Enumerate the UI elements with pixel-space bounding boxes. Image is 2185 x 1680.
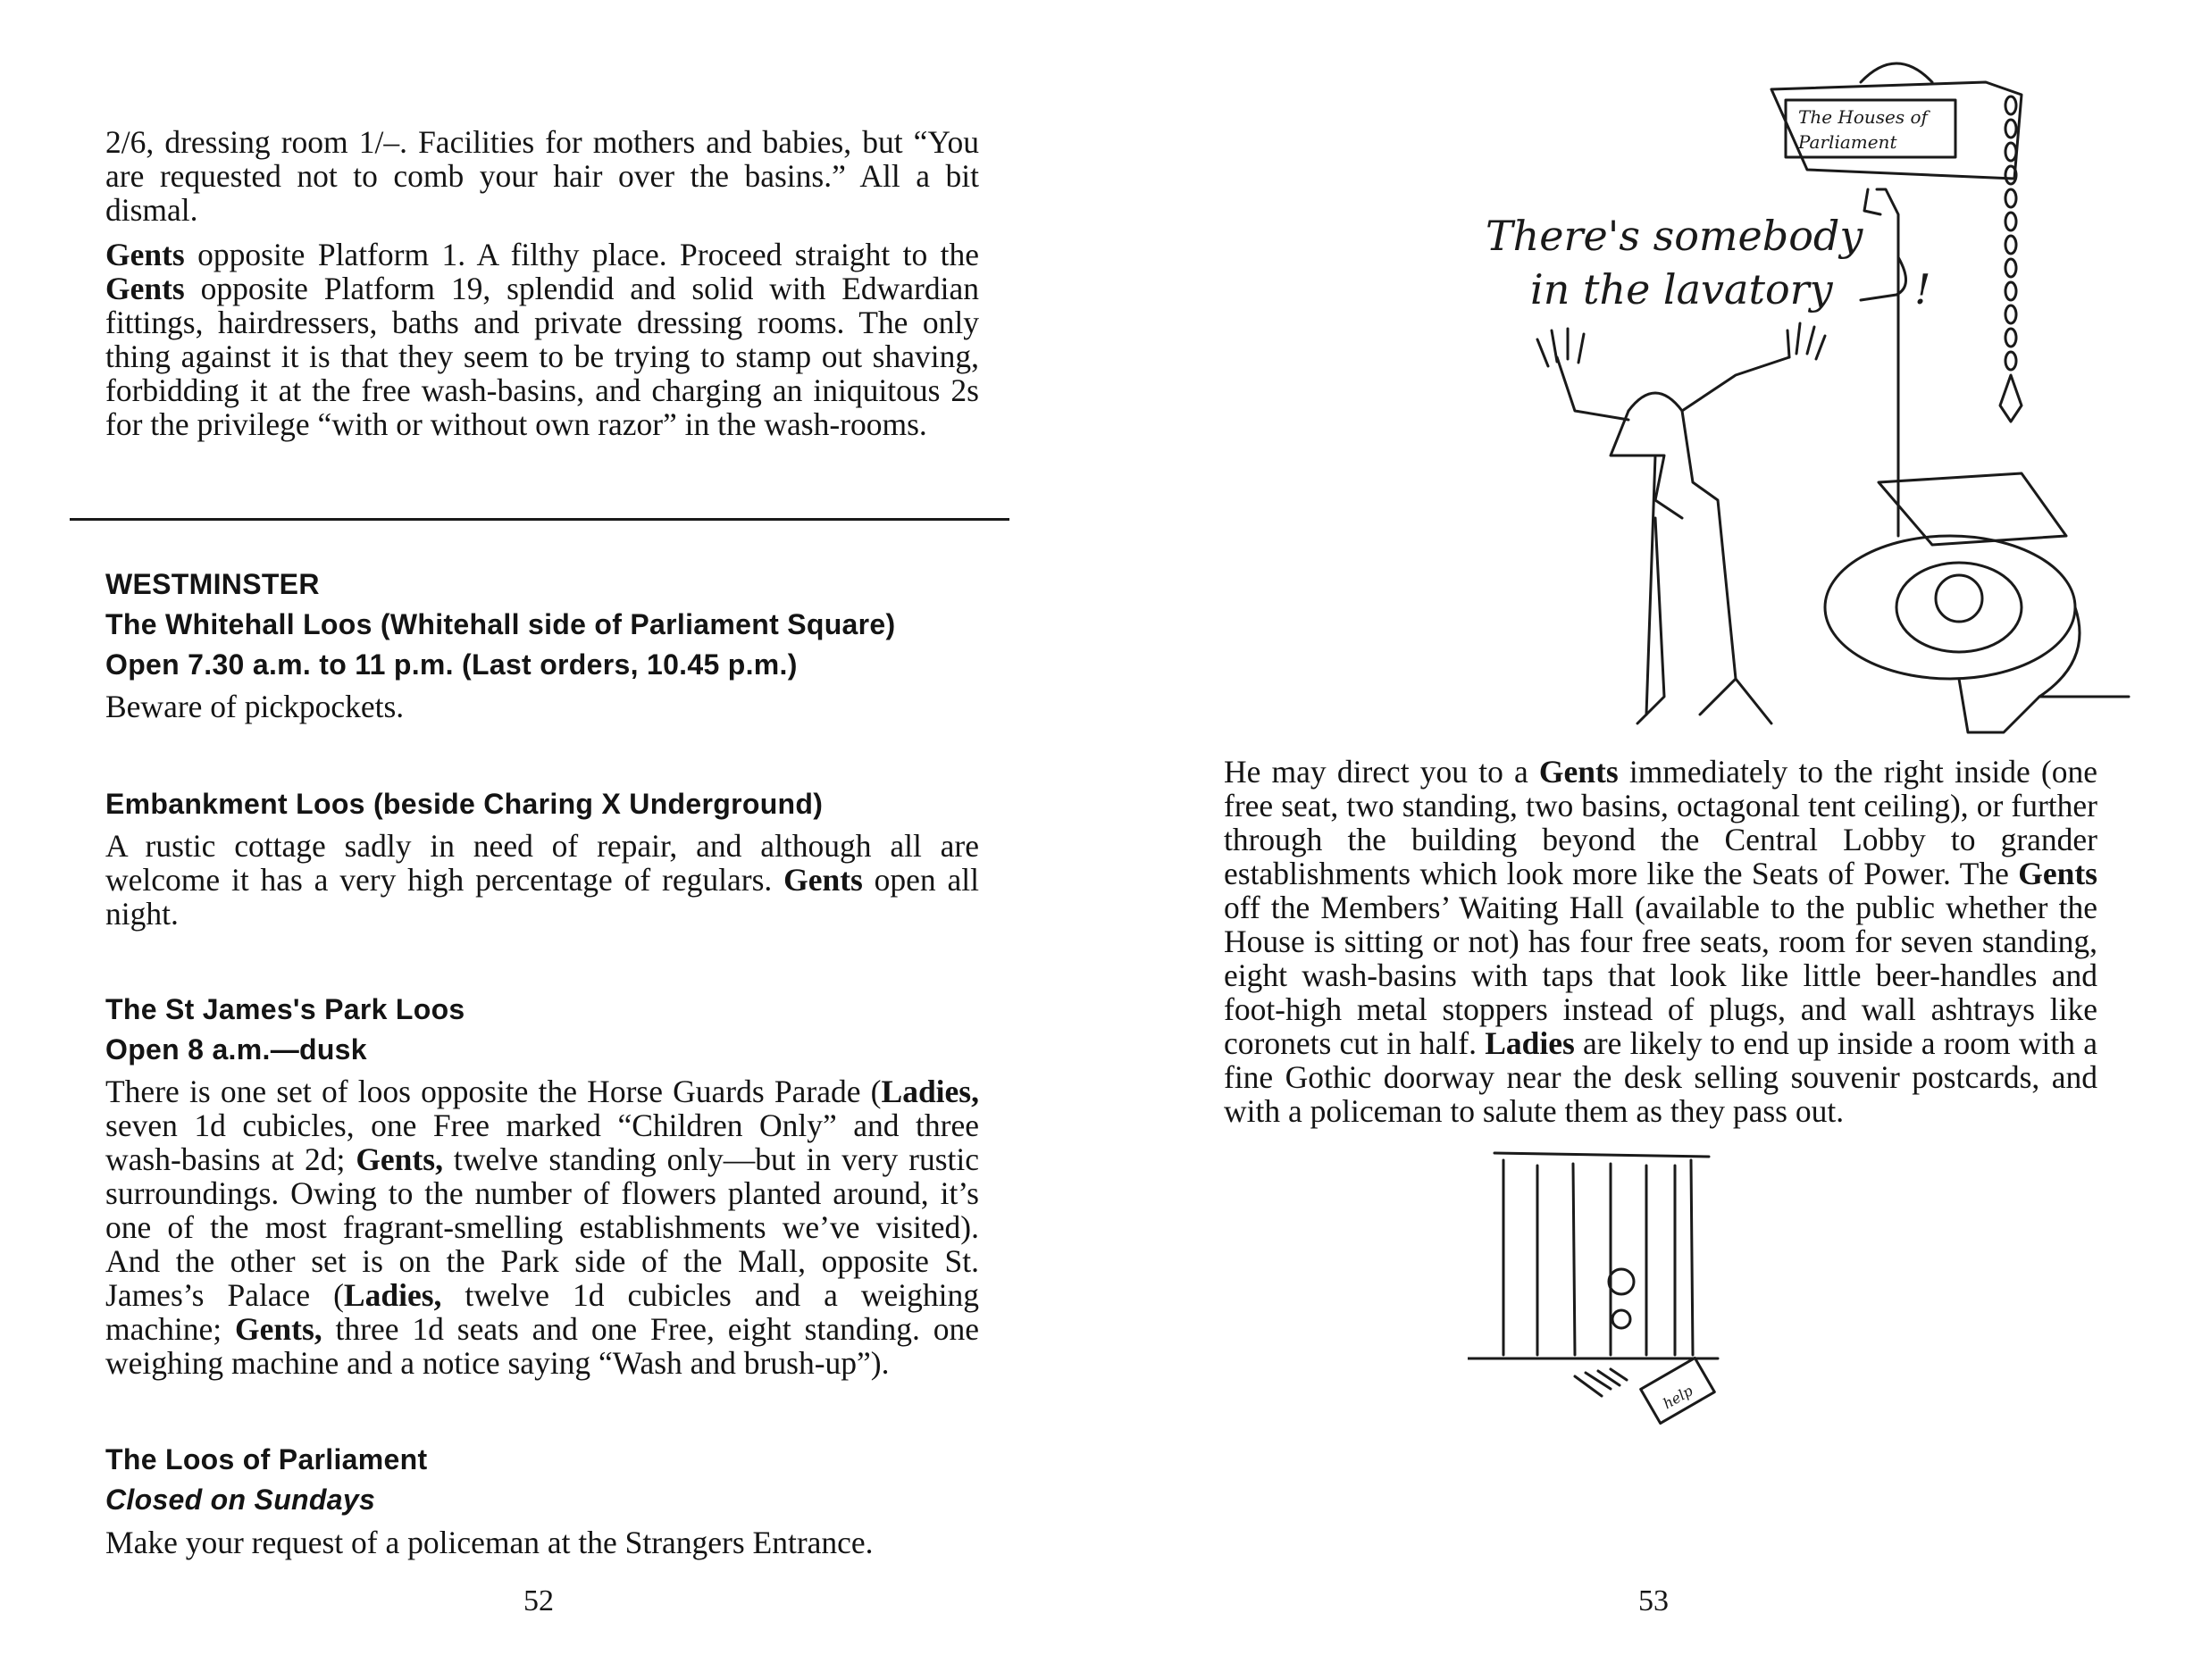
speech-line1: There's somebody: [1486, 212, 1863, 260]
ladies-label: Ladies: [1485, 1025, 1575, 1061]
heading-loos-of-parliament: The Loos of Parliament: [105, 1443, 428, 1475]
note-text: help: [1660, 1382, 1696, 1413]
door-planks: [1537, 1164, 1675, 1355]
gents-label: Gents,: [235, 1311, 322, 1347]
sign-text-line1: The Houses of: [1798, 106, 1928, 128]
right-page: [1092, 0, 2185, 1680]
parliament-hours: Closed on Sundays: [105, 1484, 376, 1516]
toilet: [1825, 473, 2129, 732]
paragraph-dressing-room: 2/6, dressing room 1/–. Facilities for mothers and babies, but “You are requested not to comb your hair over the basins.” All a bit dismal.: [105, 124, 979, 228]
heading-whitehall-loos: The Whitehall Loos (Whitehall side of Parliament Square): [105, 608, 896, 640]
page-number: 52: [523, 1584, 554, 1617]
motion-lines: [1575, 1369, 1627, 1396]
gents-label: Gents: [1538, 754, 1619, 790]
paragraph-gents-platform: Gents opposite Platform 1. A filthy place. Proceed straight to the Gents opposite Platform 19, splendid and solid with Edwardian fittings, hairdressers, baths and private dressing rooms. The only thing against it is that they seem to be trying to stamp out shaving, forbidding it at the free wash-basins, and charging an iniquitous 2s for the privilege “with or without own razor” in the wash-rooms.: [105, 237, 979, 442]
whitehall-hours: Open 7.30 a.m. to 11 p.m. (Last orders, 10.45 p.m.): [105, 648, 798, 681]
cistern-dome: [1861, 63, 1932, 82]
door-illustration: [1468, 1148, 1762, 1433]
left-page: [0, 0, 1092, 1680]
door-keyhole: [1612, 1310, 1630, 1328]
paragraph-parliament-gents: He may direct you to a Gents immediately to the right inside (one free seat, two standing, two basins, octagonal tent ceiling), or further through the building beyond the Central Lobby to grander establishments which look more like the Seats of Power. The Gents off the Members’ Waiting Hall (available to the public whether the House is sitting or not) has four free seats, room for seven standing, eight wash-basins with taps that look like little beer-handles and foot-high metal stoppers instead of plugs, and wall ashtrays like coronets cut in half. Ladies are likely to end up inside a room with a fine Gothic doorway near the desk selling souvenir postcards, and with a policeman to salute them as they pass out.: [1224, 754, 2097, 1129]
gents-label: Gents,: [356, 1141, 443, 1177]
cartoon-illustration: [1235, 36, 2138, 750]
gents-label: Gents: [105, 237, 185, 272]
ladies-label: Ladies,: [343, 1277, 442, 1313]
st-james-hours: Open 8 a.m.—dusk: [105, 1033, 367, 1066]
embankment-text: A rustic cottage sadly in need of repair, and although all are welcome it has a very high percentage of regulars. Gents open all night.: [105, 828, 979, 932]
gents-label: Gents: [2018, 856, 2097, 891]
heading-westminster: WESTMINSTER: [105, 568, 320, 600]
st-james-text: There is one set of loos opposite the Horse Guards Parade (Ladies, seven 1d cubicles, one Free marked “Children Only” and three wash-basins at 2d; Gents, twelve standing only—but in very rustic surroundings. Owing to the number of flowers planted around, it’s one of the most fragrant-smelling establishments we’ve visited). And the other set is on the Park side of the Mall, opposite St. James’s Palace (Ladies, twelve 1d cubicles and a weighing machine; Gents, three 1d seats and one Free, eight standing. one weighing machine and a notice saying “Wash and brush-up”).: [105, 1074, 980, 1381]
gents-label: Gents: [105, 271, 185, 306]
gents-label: Gents: [783, 862, 863, 898]
cistern-box: [1771, 82, 2022, 179]
ladies-label: Ladies,: [881, 1074, 979, 1109]
door-frame: [1468, 1153, 1718, 1358]
section-divider: [70, 518, 1009, 521]
parliament-text: Make your request of a policeman at the Strangers Entrance.: [105, 1525, 874, 1560]
page-number: 53: [1638, 1584, 1669, 1617]
heading-embankment-loos: Embankment Loos (beside Charing X Underground): [105, 788, 824, 820]
policeman-figure: [1537, 323, 1825, 723]
whitehall-text: Beware of pickpockets.: [105, 689, 405, 724]
door-lock: [1609, 1269, 1634, 1294]
speech-line2: in the lavatory: [1530, 265, 1833, 313]
sign-text-line2: Parliament: [1798, 131, 1897, 153]
heading-st-james-loos: The St James's Park Loos: [105, 993, 465, 1025]
speech-exclaim: !: [1914, 265, 1931, 313]
